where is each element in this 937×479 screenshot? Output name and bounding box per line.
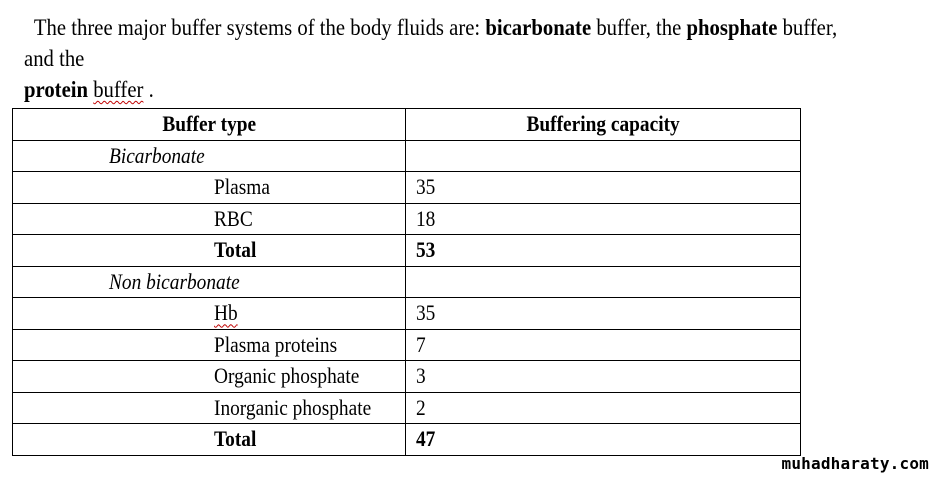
row-value (406, 266, 801, 298)
row-value: 7 (406, 329, 801, 361)
row-label: Plasma proteins (13, 329, 406, 361)
term-protein: protein (24, 77, 89, 102)
term-bicarbonate: bicarbonate (485, 15, 592, 40)
row-label: Total (13, 235, 406, 267)
row-label: Bicarbonate (13, 140, 406, 172)
table-row (13, 392, 801, 424)
table-row (13, 298, 801, 330)
header-buffering-capacity: Buffering capacity (406, 109, 801, 141)
table-row (13, 140, 801, 172)
table-row (13, 266, 801, 298)
row-value (406, 140, 801, 172)
intro-end-punct: . (143, 77, 154, 102)
row-label: RBC (13, 203, 406, 235)
row-label: Organic phosphate (13, 361, 406, 393)
row-value: 47 (406, 424, 801, 456)
intro-text-mid1: buffer, the (591, 15, 687, 40)
row-value: 3 (406, 361, 801, 393)
table-row-total (13, 424, 801, 456)
table-row-total (13, 235, 801, 267)
row-value: 18 (406, 203, 801, 235)
intro-text-mid2: buffer, and the (24, 15, 838, 71)
row-value: 35 (406, 298, 801, 330)
watermark: muhadharaty.com (781, 454, 929, 473)
table-row (13, 172, 801, 204)
intro-end-word: buffer (93, 77, 144, 102)
row-value: 2 (406, 392, 801, 424)
header-buffer-type: Buffer type (13, 109, 406, 141)
row-label: Plasma (13, 172, 406, 204)
intro-text-before: The three major buffer systems of the body fluids are: (33, 15, 486, 40)
row-label: Inorganic phosphate (13, 392, 406, 424)
table-header-row (13, 109, 801, 141)
term-phosphate: phosphate (686, 15, 778, 40)
row-value: 35 (406, 172, 801, 204)
intro-paragraph (24, 12, 839, 105)
table-row (13, 329, 801, 361)
row-label: Total (13, 424, 406, 456)
table-row (13, 203, 801, 235)
row-label: Non bicarbonate (13, 266, 406, 298)
row-value: 53 (406, 235, 801, 267)
buffer-table (12, 108, 801, 456)
row-label: Hb (13, 298, 406, 330)
table-row (13, 361, 801, 393)
